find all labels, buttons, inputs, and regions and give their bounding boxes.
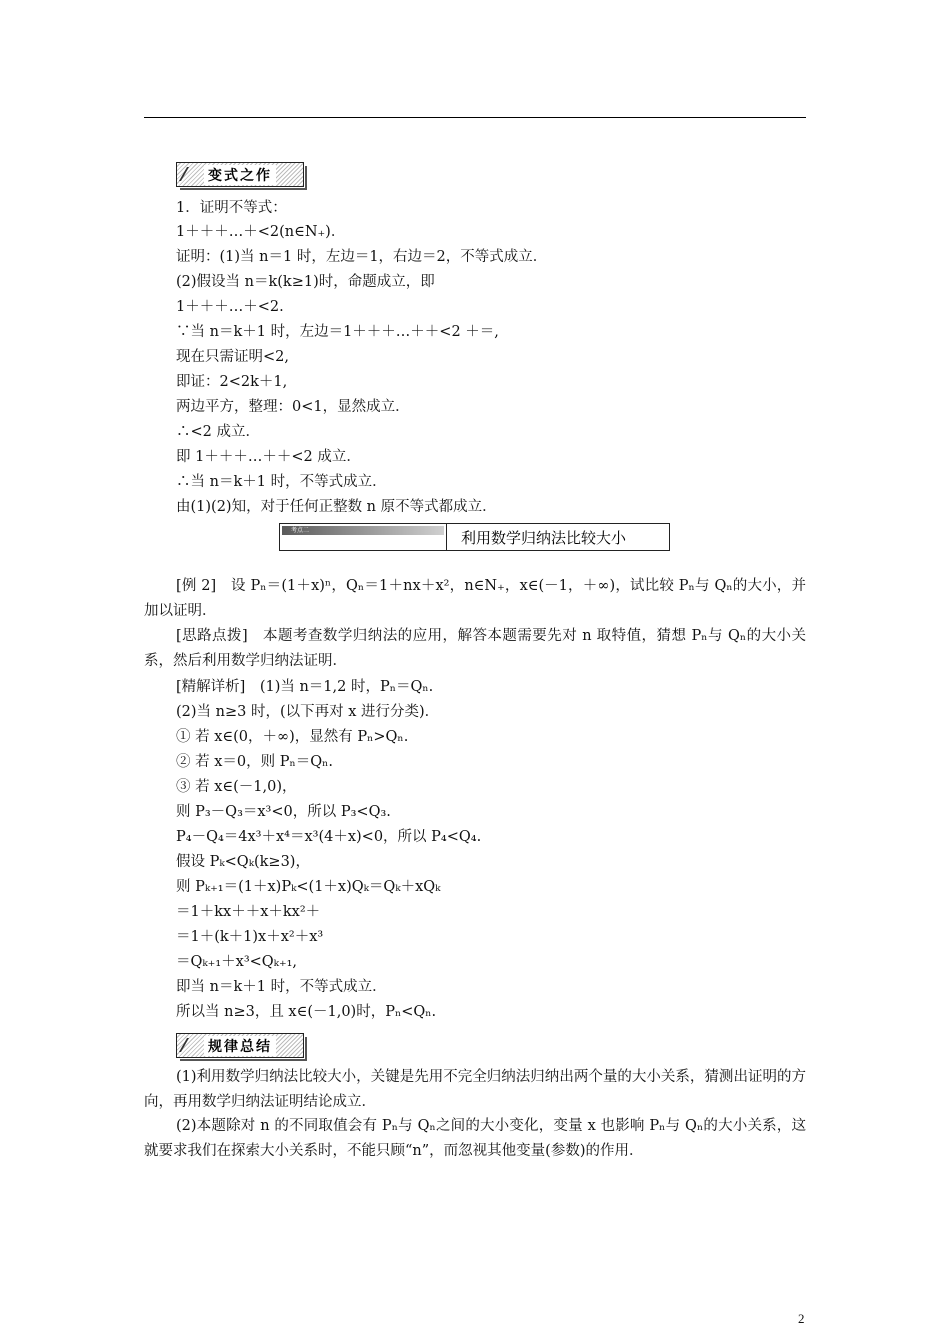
proof-line: 由(1)(2)知，对于任何正整数 n 原不等式都成立． bbox=[176, 499, 497, 515]
summary-paragraph: (2)本题除对 n 的不同取值会有 Pₙ与 Qₙ之间的大小变化，变量 x 也影响 Pₙ与 Qₙ的大小关系，这就要求我们在探索大小关系时，不能只顾“n”，而忽视其他变量(参数)的作用． bbox=[144, 1118, 806, 1159]
example-problem: [例 2] 设 Pₙ＝(1＋x)ⁿ，Qₙ＝1＋nx＋x²，n∈N₊，x∈(－1，＋∞)，试比较 Pₙ与 Qₙ的大小，并加以证明． bbox=[144, 578, 806, 619]
solution-line: ③ 若 x∈(－1,0)， bbox=[176, 779, 297, 795]
badge-decoration bbox=[179, 167, 203, 181]
proof-line: 证明：(1)当 n＝1 时，左边＝1，右边＝2，不等式成立． bbox=[176, 249, 548, 265]
solution-line: 即当 n＝k＋1 时，不等式成立． bbox=[176, 979, 387, 995]
topic-tab-label: 考点二 bbox=[291, 527, 310, 534]
proof-line: 即 1＋＋＋…＋＋<2 成立． bbox=[176, 449, 361, 465]
proof-line: 即证：2<2k＋1, bbox=[176, 374, 288, 390]
proof-line: 1＋＋＋…＋<2(n∈N₊)． bbox=[176, 224, 346, 240]
solution-line: ② 若 x＝0，则 Pₙ＝Qₙ. bbox=[176, 754, 334, 770]
solution-line: ① 若 x∈(0，＋∞)，显然有 Pₙ>Qₙ. bbox=[176, 729, 409, 745]
page-number: 2 bbox=[798, 1311, 805, 1326]
badge-decoration bbox=[179, 1038, 203, 1052]
proof-line: ∵当 n＝k＋1 时，左边＝1＋＋＋…＋＋<2 ＋＝, bbox=[176, 324, 499, 340]
proof-line: 两边平方，整理：0<1，显然成立． bbox=[176, 399, 410, 415]
proof-line: 1＋＋＋…＋<2. bbox=[176, 299, 284, 315]
solution-line: ＝1＋(k＋1)x＋x²＋x³ bbox=[176, 929, 324, 945]
topic-title: 利用数学归纳法比较大小 bbox=[461, 528, 627, 547]
proof-line: (2)假设当 n＝k(k≥1)时，命题成立，即 bbox=[176, 274, 435, 290]
solution-line: 假设 Pₖ<Qₖ(k≥3)， bbox=[176, 854, 310, 870]
proof-line: ∴当 n＝k＋1 时，不等式成立． bbox=[176, 474, 387, 490]
solution-line: 则 Pₖ₊₁＝(1＋x)Pₖ<(1＋x)Qₖ＝Qₖ＋xQₖ bbox=[176, 879, 441, 895]
badge-label: 规律总结 bbox=[204, 1036, 276, 1056]
badge-label: 变式之作 bbox=[204, 165, 276, 185]
topic-tab bbox=[280, 524, 447, 550]
solution-line: ＝1＋kx＋＋x＋kx²＋ bbox=[176, 904, 321, 920]
section-badge-summary bbox=[176, 1033, 304, 1058]
summary-paragraph: (1)利用数学归纳法比较大小，关键是先用不完全归纳法归纳出两个量的大小关系，猜测出证明的方向，再用数学归纳法证明结论成立． bbox=[144, 1069, 806, 1110]
example-hint: [思路点拨] 本题考查数学归纳法的应用，解答本题需要先对 n 取特值，猜想 Pₙ与 Qₙ的大小关系，然后利用数学归纳法证明． bbox=[144, 628, 806, 669]
topic-tab-bar bbox=[282, 526, 444, 535]
section-badge-variation bbox=[176, 162, 304, 187]
proof-line: 现在只需证明<2, bbox=[176, 349, 289, 365]
proof-line: 1．证明不等式： bbox=[176, 200, 287, 216]
solution-line: [精解详析] (1)当 n＝1,2 时，Pₙ＝Qₙ. bbox=[176, 679, 434, 695]
solution-line: 则 P₃－Q₃＝x³<0，所以 P₃<Q₃. bbox=[176, 804, 391, 820]
solution-line: 所以当 n≥3，且 x∈(－1,0)时，Pₙ<Qₙ. bbox=[176, 1004, 437, 1020]
solution-line: P₄－Q₄＝4x³＋x⁴＝x³(4＋x)<0，所以 P₄<Q₄. bbox=[176, 829, 482, 845]
solution-line: ＝Qₖ₊₁＋x³<Qₖ₊₁, bbox=[176, 954, 298, 970]
solution-line: (2)当 n≥3 时，(以下再对 x 进行分类)． bbox=[176, 704, 440, 720]
topic-header bbox=[279, 523, 670, 551]
header-rule bbox=[144, 117, 806, 118]
proof-line: ∴<2 成立． bbox=[176, 424, 260, 440]
